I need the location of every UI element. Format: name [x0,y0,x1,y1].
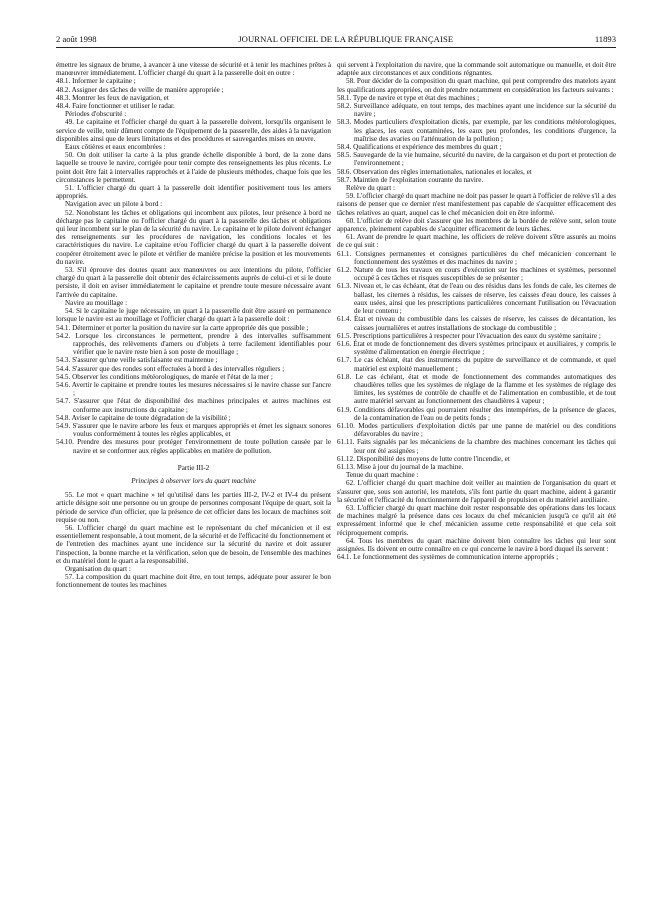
paragraph: 55. Le mot « quart machine » tel qu'utilisé dans les parties III-2, IV-2 et IV-4 du présent article désigne soit une personne ou un groupe de personnes composant l'équipe de quart, soit la période de service d'un officier, que la présence de cet officier dans les locaux de machines soit requise ou non. [56,491,331,524]
paragraph: Navire au mouillage : [65,298,128,307]
paragraph: 59. L'officier chargé du quart machine ne doit pas passer le quart à l'officier de relève s'il a des raisons de penser que ce dernier n'est manifestement pas capable de s'acquitter efficacement des tâches relatives au quart, auquel cas le chef mécanicien doit en être informé. [337,192,616,217]
paragraph: 61.9. Conditions défavorables qui pourraient résulter des intempéries, de la présence de glaces, de la contamination de l'eau ou de petits fonds ; [337,405,616,422]
paragraph: 54.9. S'assurer que le navire arbore les feux et marques appropriés et émet les signaux sonores voulus conformément à toutes les règles applicables, et [56,421,331,439]
paragraph: 54.3. S'assurer qu'une veille satisfaisante est maintenue ; [56,356,218,365]
paragraph: 58. Pour décider de la composition du quart machine, qui peut comprendre des matelots ayant les qualifications appropriées, on doit prendre notamment en considération les facteurs suivants : [337,77,616,94]
paragraph: 54. Si le capitaine le juge nécessaire, un quart à la passerelle doit être assuré en permanence lorsque le navire est au mouillage et l'officier chargé du quart à la passerelle doit : [56,307,331,324]
paragraph: 64.1. Le fonctionnement des systèmes de communication interne appropriés ; [337,553,559,562]
paragraph: 58.2. Surveillance adéquate, en tout temps, des machines ayant une incidence sur la sécurité du navire ; [337,102,616,119]
paragraph: 48.2. Assigner des tâches de veille de manière appropriée ; [56,85,224,94]
paragraph: Périodes d'obscurité : [65,110,127,119]
paragraph: Tenue du quart machine : [346,471,419,480]
paragraph: 48.1. Informer le capitaine ; [56,77,136,86]
paragraph: 58.6. Observation des règles internationales, nationales et locales, et [337,167,532,176]
paragraph: 52. Nonobstant les tâches et obligations qui incombent aux pilotes, leur présence à bord ne décharge pas le capitaine ou l'officier chargé du quart à la passerelle des tâches et obligations qui leur incombent sur le plan de la sécurité du navire. Le capitaine et le pilote doivent échanger des renseignements sur les procédures de navigation, les conditions locales et les caractéristiques du navire. Le capitaine et/ou l'officier chargé du quart à la passerelle doivent coopérer étroitement avec le pilote et vérifier de manière précise la position et les mouvements du navire. [56,208,331,266]
paragraph: 54.4. S'assurer que des rondes sont effectuées à bord à des intervalles réguliers ; [56,364,285,373]
paragraph: 56. L'officier chargé du quart machine est le représentant du chef mécanicien et il est essentiellement responsable, à tout moment, de la sécurité et de l'efficacité du fonctionnement et de l'entretien des machines ayant une incidence sur la sécurité du navire et doit assurer l'inspection, la bonne marche et la vérification, selon que de besoin, de l'ensemble des machines et du matériel dont le quart a la responsabilité. [56,523,331,565]
paragraph: 62. L'officier chargé du quart machine doit veiller au maintien de l'organisation du quart et s'assurer que, sous son autorité, les matelots, s'ils font partie du quart machine, aident à garantir la sécurité et l'efficacité du fonctionnement de l'appareil de propulsion et du matériel auxiliaire. [337,479,616,504]
paragraph: 61.5. Prescriptions particulières à respecter pour l'évacuation des eaux du système sanitaire ; [337,331,601,340]
paragraph: 64. Tous les membres du quart machine doivent bien connaître les tâches qui leur sont assignées. Ils doivent en outre connaître en ce qui concerne le navire à bord duquel ils servent : [337,536,616,553]
page-header [56,34,616,46]
journal-title: JOURNAL OFFICIEL DE LA RÉPUBLIQUE FRANÇAISE [238,34,454,44]
paragraph: qui servent à l'exploitation du navire, que la commande soit automatique ou manuelle, et doit être adaptée aux circonstances et aux conditions régnantes. [337,61,616,78]
paragraph: 63. L'officier chargé du quart machine doit rester responsable des opérations dans les locaux de machines malgré la présence dans ces locaux du chef mécanicien jusqu'à ce qu'il ait été expressément informé que le chef mécanicien assume cette responsabilité et que cela soit réciproquement compris. [337,503,616,537]
paragraph: 61.13. Mise à jour du journal de la machine. [337,462,464,471]
paragraph: 61.6. État et mode de fonctionnement des divers systèmes principaux et auxiliaires, y compris le système d'alimentation en énergie électrique ; [337,339,616,357]
paragraph: 54.7. S'assurer que l'état de disponibilité des machines principales et autres machines est conforme aux instructions du capitaine ; [56,397,331,414]
paragraph: Organisation du quart : [65,564,131,573]
paragraph: 61.1. Consignes permanentes et consignes particulières du chef mécanicien concernant le fonctionnement des systèmes et des machines du navire ; [337,249,616,266]
paragraph: 54.8. Aviser le capitaine de toute dégradation de la visibilité ; [56,413,231,422]
paragraph: 51. L'officier chargé du quart à la passerelle doit identifier positivement tous les amers appropriés. [56,184,331,201]
paragraph: 61.10. Modes particuliers d'exploitation dictés par une panne de matériel ou des conditions défavorables du navire ; [337,421,616,439]
paragraph: émettre les signaux de brume, à avancer à une vitesse de sécurité et à tenir les machines prêtes à manœuvrer immédiatement. L'officier chargé du quart à la passerelle doit en outre : [56,61,331,78]
paragraph: 54.5. Observer les conditions météorologiques, de marée et l'état de la mer ; [56,372,273,381]
header-date: 2 août 1998 [56,34,97,44]
paragraph: 61.7. Le cas échéant, état des instruments du pupitre de surveillance et de commande, et quel matériel est exploité manuellement ; [337,356,616,373]
paragraph: 49. Le capitaine et l'officier chargé du quart à la passerelle doivent, lorsqu'ils organisent le service de veille, tenir dûment compte de l'équipement de la passerelle, des aides à la navigation disponibles ainsi que de leurs limitations et des procédures et sauvegardes mises en œuvre. [56,118,331,143]
page-number: 11893 [594,34,616,44]
right-column [337,61,616,891]
paragraph: 58.5. Sauvegarde de la vie humaine, sécurité du navire, de la cargaison et du port et protection de l'environnement ; [337,151,616,168]
left-column [56,61,331,891]
section-heading: Partie III-2 [177,463,210,472]
paragraph: Relève du quart : [346,184,395,193]
paragraph: 60. L'officier de relève doit s'assurer que les membres de la bordée de relève sont, selon toute apparence, pleinement capables de s'acquitter efficacement de leurs tâches. [337,216,616,234]
paragraph: 50. On doit utiliser la carte à la plus grande échelle disponible à bord, de la zone dans laquelle se trouve le navire, corrigée pour tenir compte des renseignements les plus récents. Le point doit être fait à intervalles rapprochés et à l'aide de plusieurs méthodes, chaque fois que les circonstances le permettent. [56,151,331,184]
paragraph: 58.7. Maintien de l'exploitation courante du navire. [337,175,484,184]
paragraph: 58.4. Qualifications et expérience des membres du quart ; [337,143,502,152]
paragraph: 61.11. Faits signalés par les mécaniciens de la chambre des machines concernant les tâches qui leur ont été assignées ; [337,438,616,455]
paragraph: 58.3. Modes particuliers d'exploitation dictés, par exemple, par les conditions météorologiques, les glaces, les eaux contaminées, les eaux peu profondes, les conditions d'urgence, la maîtrise des avaries ou l'atténuation de la pollution ; [337,118,616,143]
paragraph: Eaux côtières et eaux encombrées : [65,143,166,152]
paragraph: 61.2. Nature de tous les travaux en cours d'exécution sur les machines et systèmes, personnel occupé à ces tâches et risques susceptibles de se présenter ; [337,266,616,283]
paragraph: Navigation avec un pilote à bord : [65,200,163,209]
paragraph: 58.1. Type de navire et type et état des machines ; [337,93,480,102]
paragraph: 53. S'il éprouve des doutes quant aux manœuvres ou aux intentions du pilote, l'officier chargé du quart à la passerelle doit obtenir des éclaircissements auprès de celui-ci et si le doute persiste, il doit en aviser immédiatement le capitaine et prendre toute mesure nécessaire avant l'arrivée du capitaine. [56,266,331,299]
paragraph: 61.4. État et niveau du combustible dans les caisses de réserve, les caisses de décantation, les caisses journalières et autres installations de stockage du combustible ; [337,315,616,332]
paragraph: 54.2. Lorsque les circonstances le permettent, prendre à des intervalles suffisamment rapprochés, des relèvements d'amers ou d'objets à terre facilement identifiables pour vérifier que le navire reste bien à son poste de mouillage ; [56,331,331,357]
paragraph: 54.6. Avertir le capitaine et prendre toutes les mesures nécessaires si le navire chasse sur l'ancre ; [56,380,331,398]
paragraph: 61.3. Niveau et, le cas échéant, état de l'eau ou des résidus dans les fonds de cale, les citernes de ballast, les citernes à résidus, les caisses de réserve, les caisses d'eau douce, les caisses à eaux usées, ainsi que les prescriptions particulières concernant l'utilisation ou l'évacuation de leur contenu ; [337,282,616,316]
paragraph: 54.1. Déterminer et porter la position du navire sur la carte appropriée dès que possible ; [56,323,309,332]
paragraph: 61.8. Le cas échéant, état et mode de fonctionnement des commandes automatiques des chaudières telles que les systèmes de réglage de la flamme et les systèmes de réglage des limites, les systèmes de contrôle de chauffe et de l'alimentation en combustible, et de tout autre matériel servant au fonctionnement des chaudières à vapeur ; [337,372,616,406]
paragraph: 54.10. Prendre des mesures pour protéger l'environnement de toute pollution causée par le navire et se conformer aux règles applicables en matière de pollution. [56,438,331,455]
paragraph: 57. La composition du quart machine doit être, en tout temps, adéquate pour assurer le bon fonctionnement de toutes les machines [56,573,331,590]
section-subtitle: Principes à observer lors du quart machine [131,476,256,485]
paragraph: 48.3. Montrer les feux de navigation, et [56,93,169,102]
paragraph: 61.12. Disponibilité des moyens de lutte contre l'incendie, et [337,454,510,463]
paragraph: 61. Avant de prendre le quart machine, les officiers de relève doivent s'être assurés au moins de ce qui suit : [337,233,616,250]
paragraph: 48.4. Faire fonctionner et utiliser le radar. [56,102,175,111]
header-rule [56,47,616,48]
